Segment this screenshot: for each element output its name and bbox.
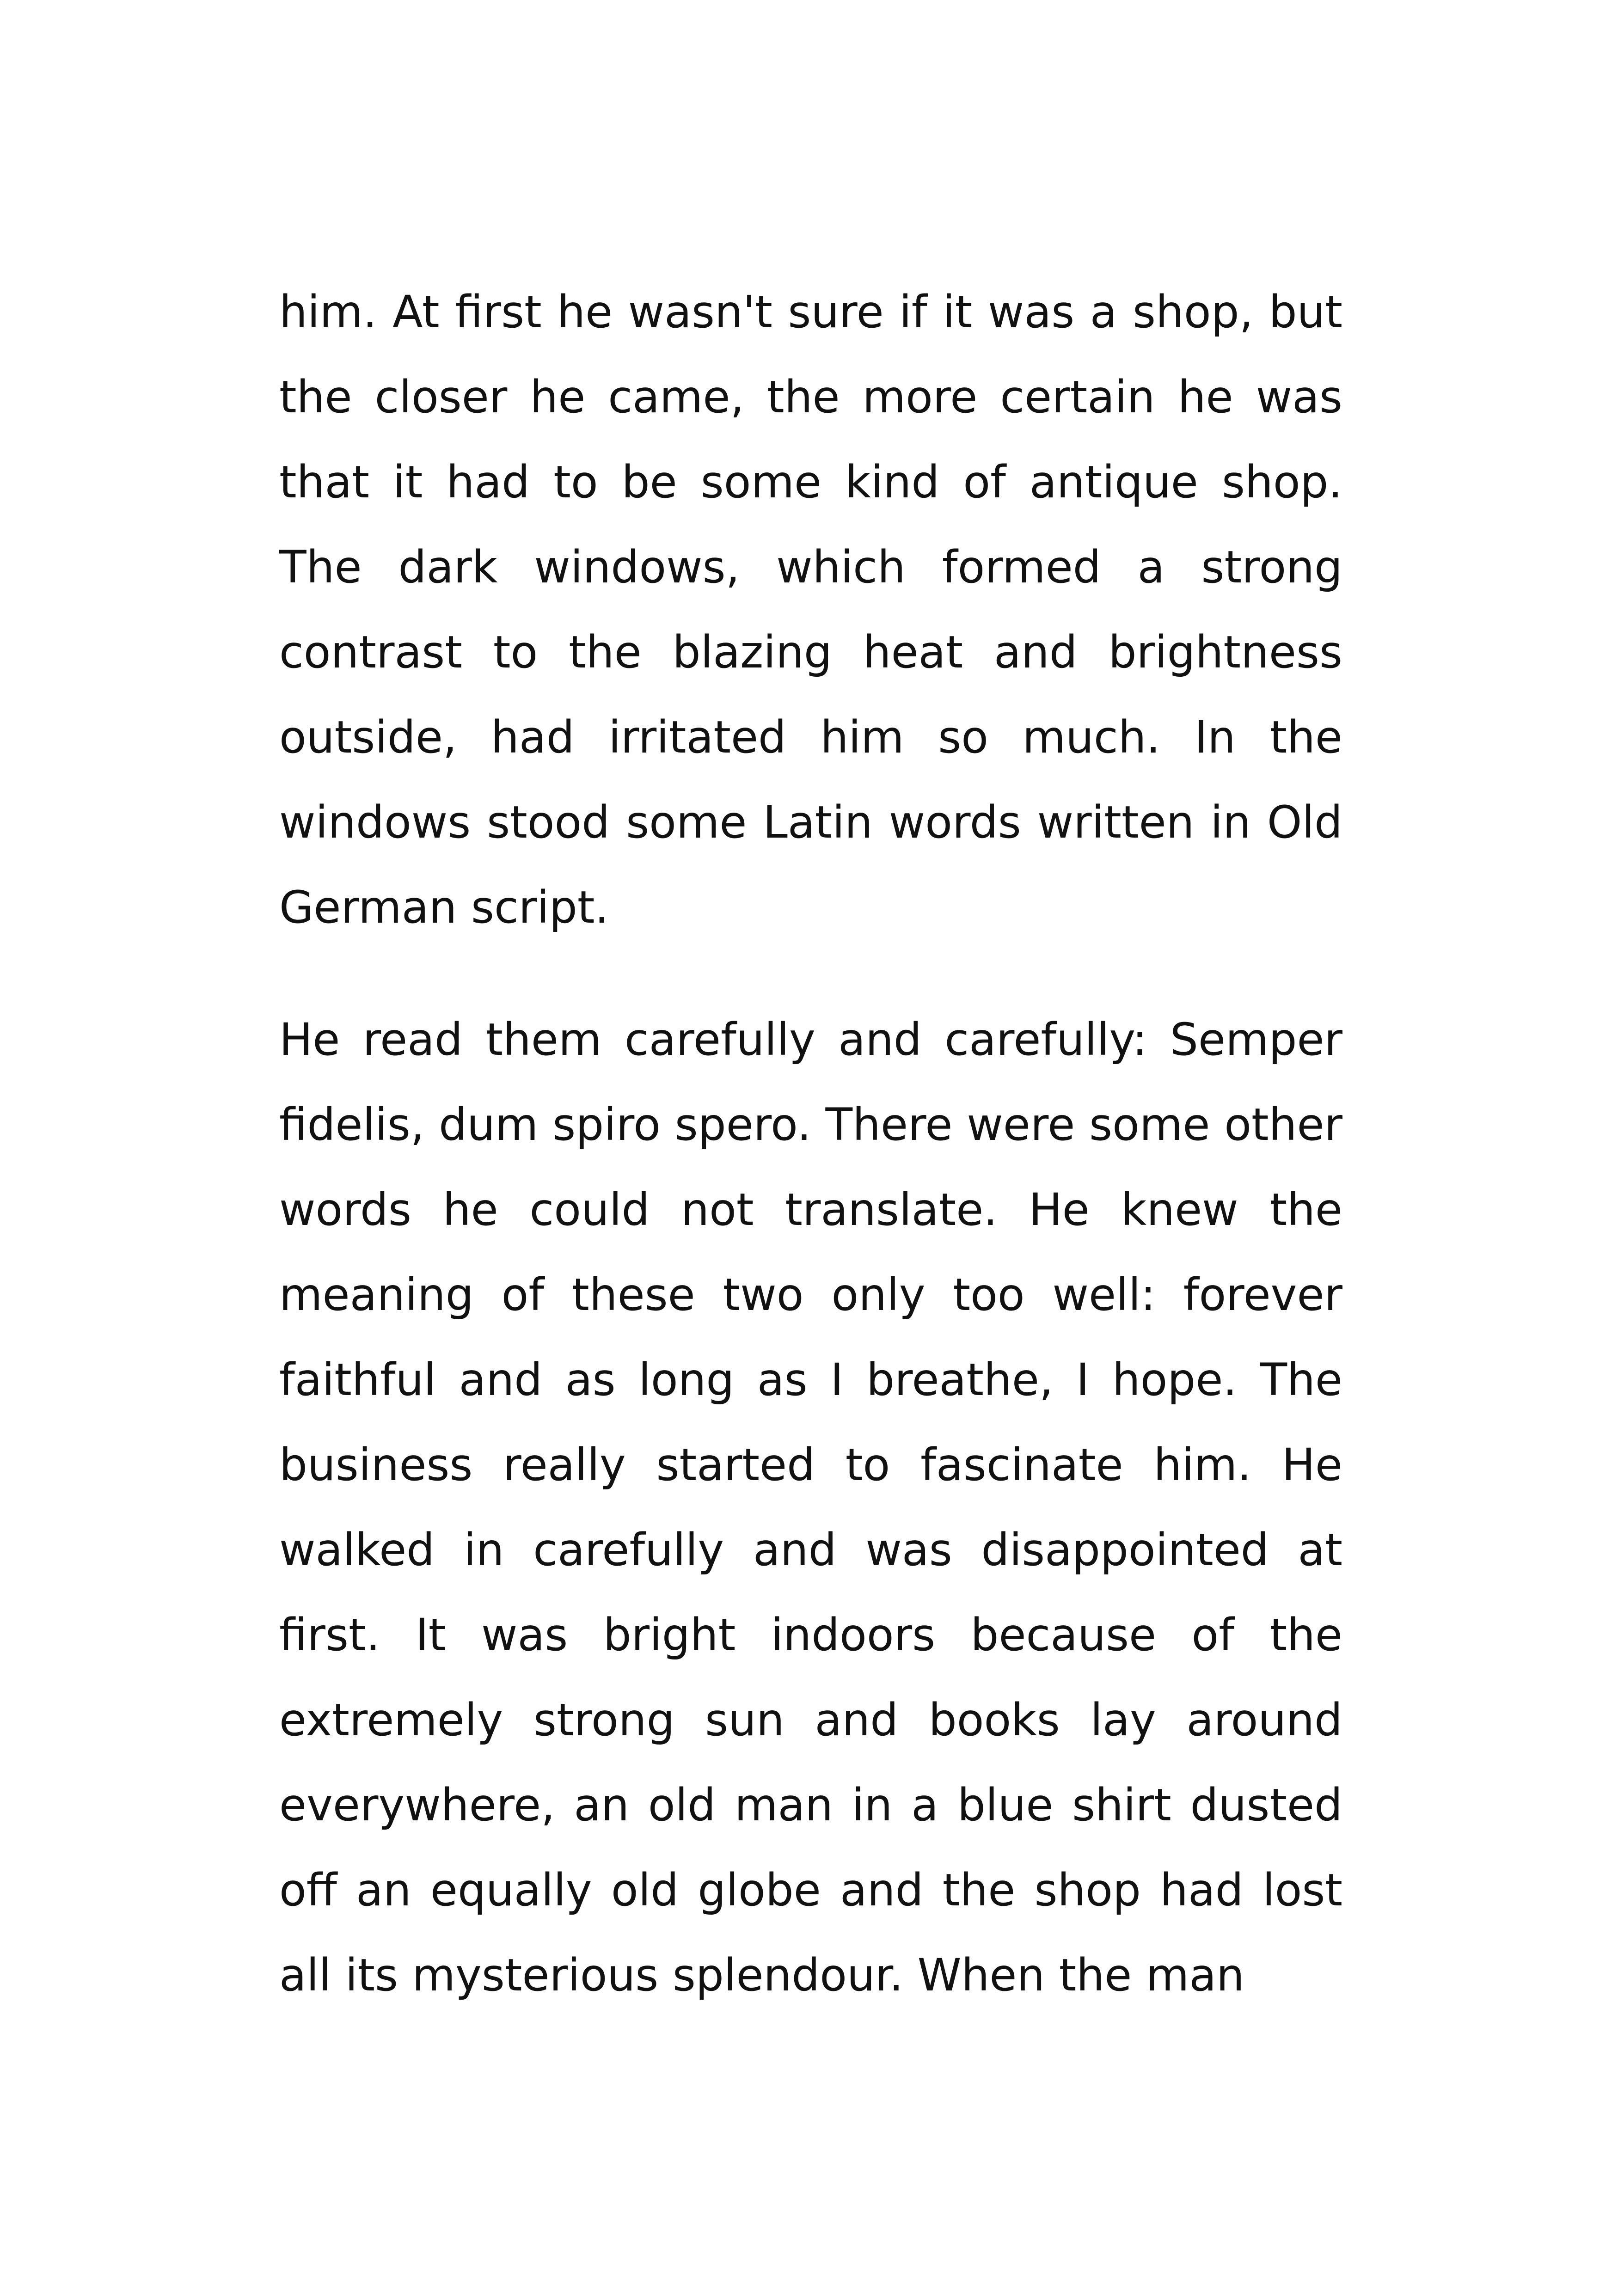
paragraph-1: him. At first he wasn't sure if it was a shop, but the closer he came, the more certain he was that it had to be some kind of antique shop. The dark windows, which formed a strong contrast to the blazing heat and brightness outside, had irritated him so much. In the windows stood some Latin words written in Old German script. xyxy=(279,286,1342,933)
paragraph-2: He read them carefully and carefully: Semper fidelis, dum spiro spero. There were some other words he could not translate. He knew the meaning of these two only too well: forever faithful and as long as I breathe, I hope. The business really started to fascinate him. He walked in carefully and was disappointed at first. It was bright indoors because of the extremely strong sun and books lay around everywhere, an old man in a blue shirt dusted off an equally old globe and the shop had lost all its mysterious splendour. When the man xyxy=(279,1014,1342,2001)
